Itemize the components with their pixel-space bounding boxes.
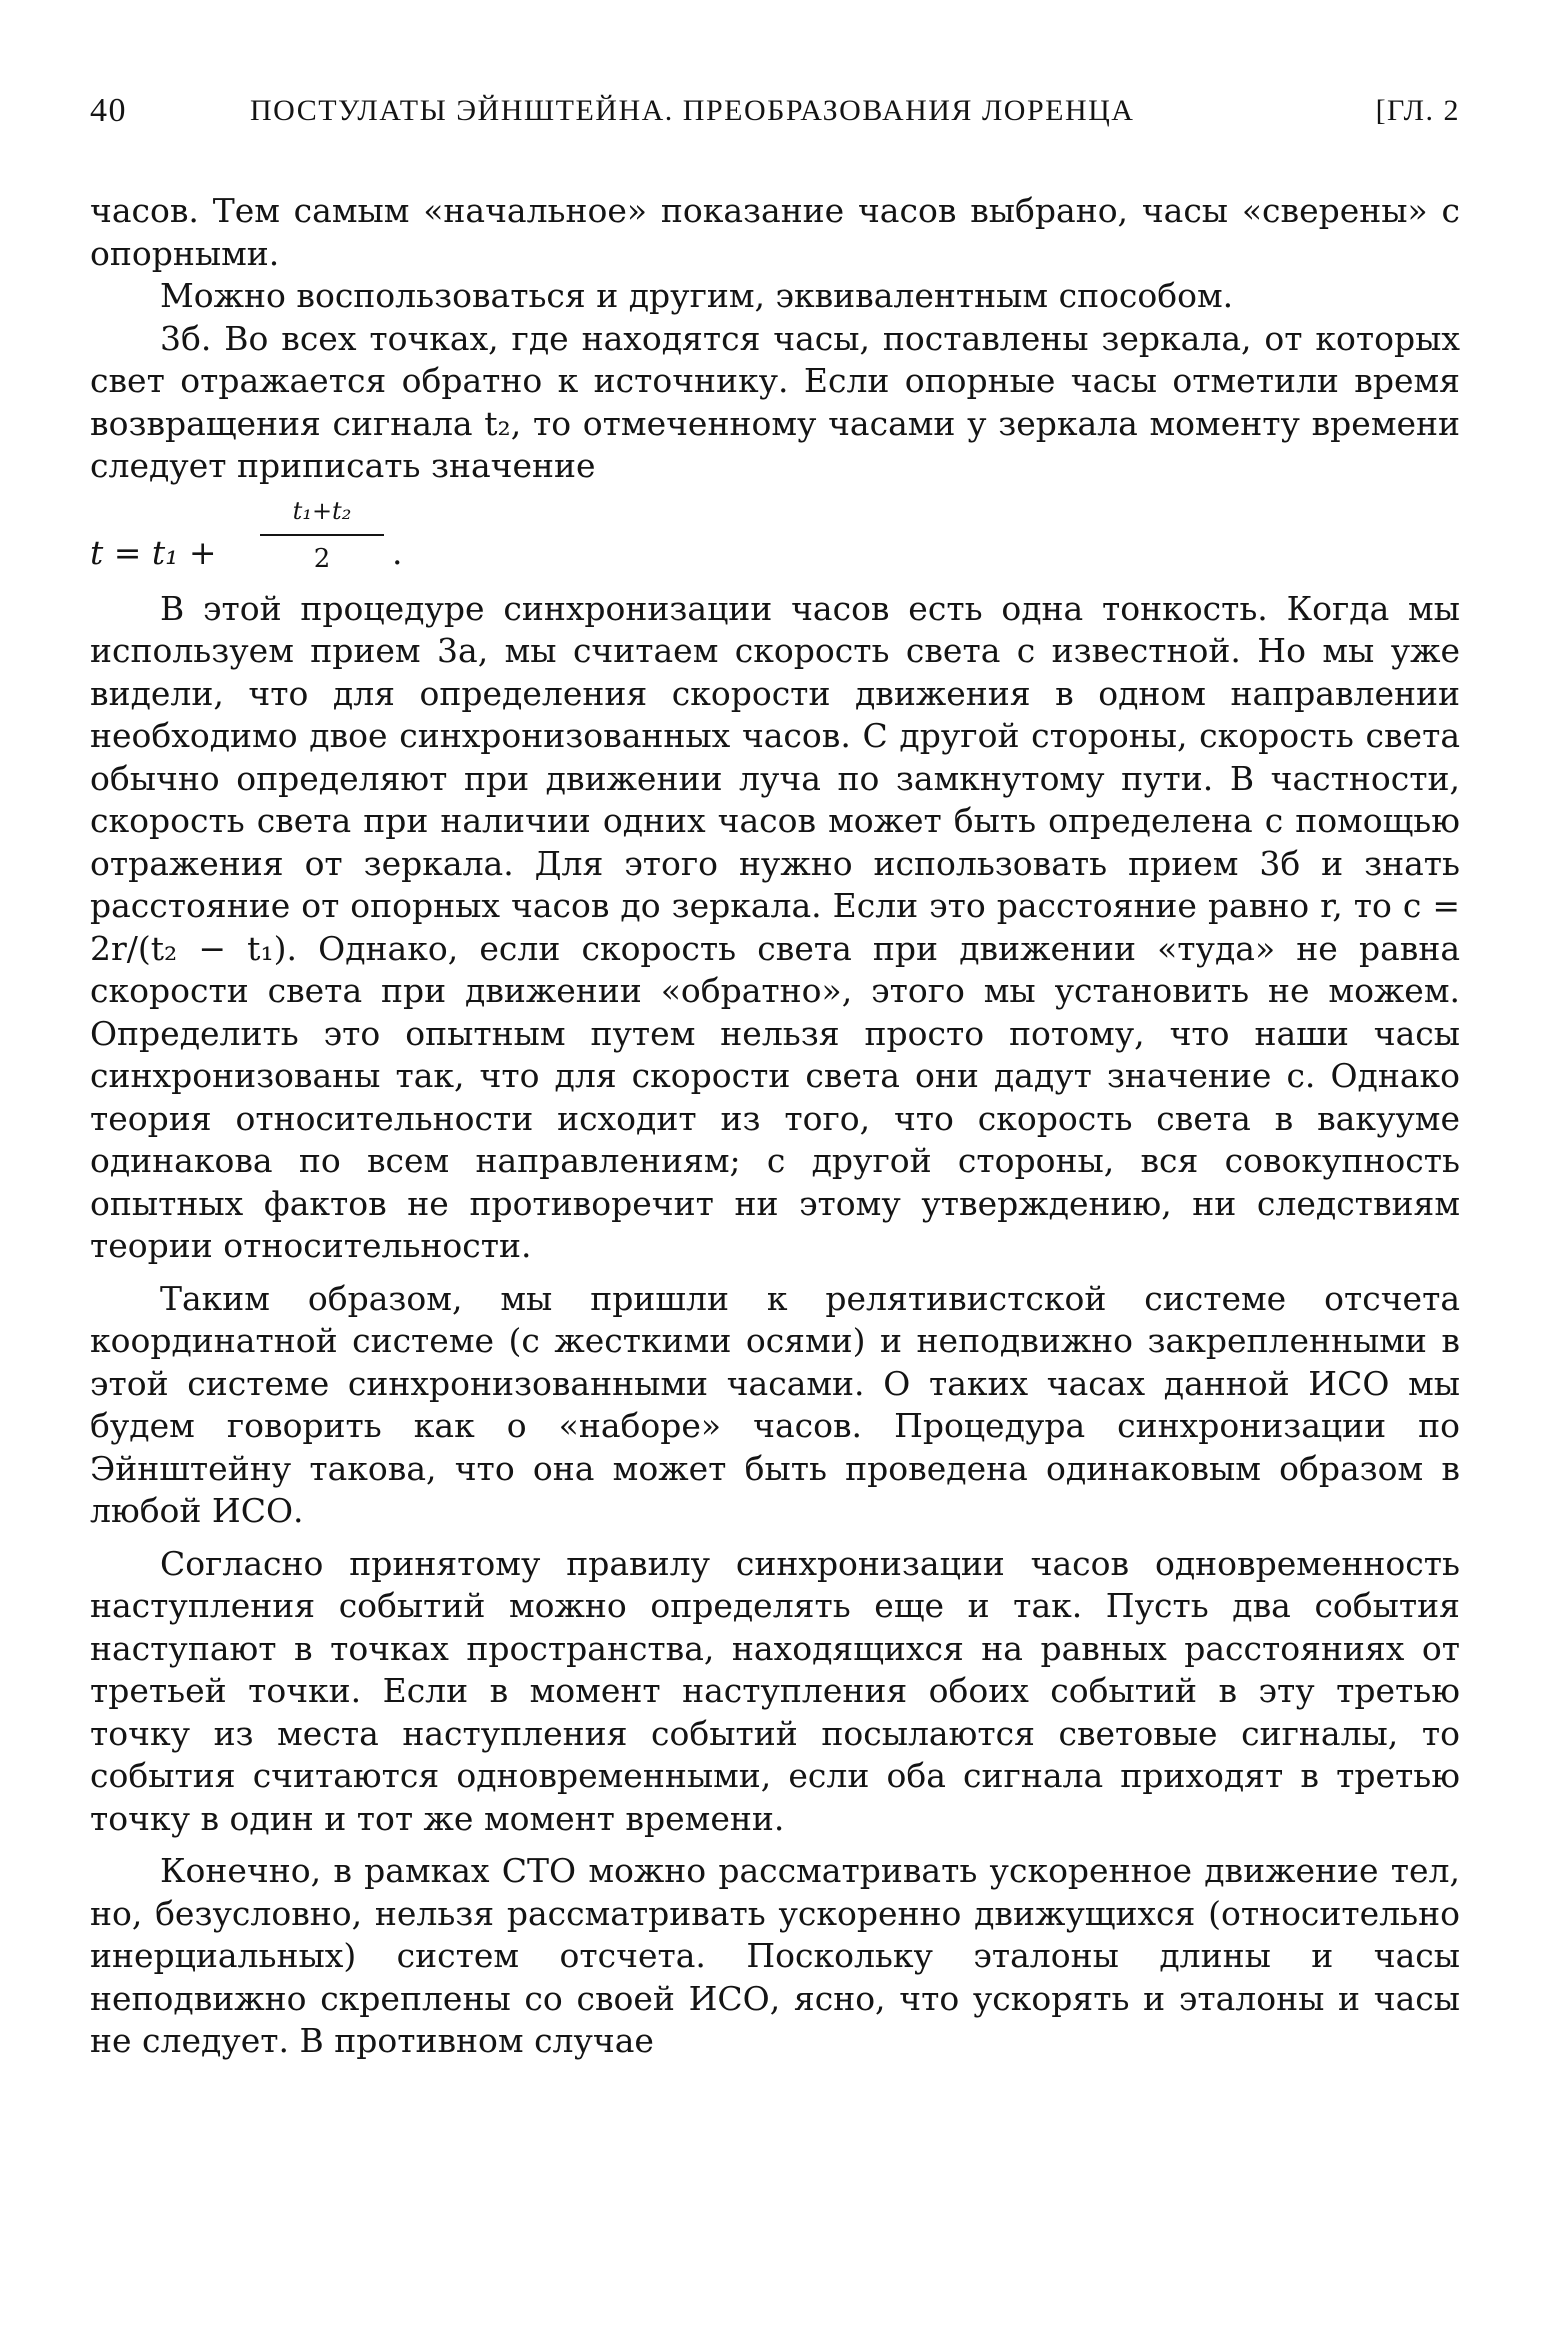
page-number: 40	[90, 92, 127, 129]
formula-denominator: 2	[313, 544, 331, 574]
formula-fraction	[260, 490, 384, 581]
running-title: ПОСТУЛАТЫ ЭЙНШТЕЙНА. ПРЕОБРАЗОВАНИЯ ЛОРЕНЦА	[250, 94, 1135, 127]
paragraph-5: Таким образом, мы пришли к релятивистской системе отсчета координатной системе (с жесткими осями) и неподвижно закрепленными в этой системе синхронизованными часами. О таких часах данной ИСО мы будем говорить как о «наборе» часов. Процедура синхронизации по Эйнштейну такова, что она может быть проведена одинаковым образом в любой ИСО.	[90, 1278, 1460, 1530]
paragraph-4: В этой процедуре синхронизации часов есть одна тонкость. Когда мы используем прием 3а, мы считаем скорость света c известной. Но мы уже видели, что для определения скорости движения в одном направлении необходимо двое синхронизованных часов. С другой стороны, скорость света обычно определяют при движении луча по замкнутому пути. В частности, скорость света при наличии одних часов может быть определена с помощью отражения от зеркала. Для этого нужно использовать прием 3б и знать расстояние от опорных часов до зеркала. Если это расстояние равно r, то c = 2r/(t₂ − t₁). Однако, если скорость света при движении «туда» не равна скорости света при движении «обратно», этого мы установить не можем. Определить это опытным путем нельзя просто потому, что наши часы синхронизованы так, что для скорости света они дадут значение c. Однако теория относительности исходит из того, что скорость света в вакууме одинакова по всем направлениям; с другой стороны, вся совокупность опытных фактов не противоречит ни этому утверждению, ни следствиям теории относительности.	[90, 588, 1460, 1265]
formula-end: .	[392, 532, 403, 572]
paragraph-6: Согласно принятому правилу синхронизации часов одновременность наступления событий можно определять еще и так. Пусть два события наступают в точках пространства, находящихся на равных расстояниях от третьей точки. Если в момент наступления обоих событий в эту третью точку из места наступления событий посылаются световые сигналы, то события считаются одновременными, если оба сигнала приходят в третью точку в один и тот же момент времени.	[90, 1543, 1460, 1838]
formula-lhs: t = t₁ +	[90, 532, 217, 572]
paragraph-7: Конечно, в рамках СТО можно рассматривать ускоренное движение тел, но, безусловно, нельзя рассматривать ускоренно движущихся (относительно инерциальных) систем отсчета. Поскольку эталоны длины и часы неподвижно скреплены со своей ИСО, ясно, что ускорять и эталоны и часы не следует. В противном случае	[90, 1851, 1460, 2060]
formula-numerator: t₁+t₂	[260, 490, 384, 537]
paragraph-3: 3б. Во всех точках, где находятся часы, поставлены зеркала, от которых свет отражается обратно к источнику. Если опорные часы отметили время возвращения сигнала t₂, то отмеченному часами у зеркала моменту времени следует приписать значение	[90, 318, 1460, 485]
paragraph-2: Можно воспользоваться и другим, эквивалентным способом.	[160, 276, 1234, 315]
body-text	[90, 190, 1460, 2063]
chapter-marker: [ГЛ. 2	[1375, 94, 1460, 127]
running-head	[90, 92, 1460, 138]
formula-t	[90, 488, 1460, 588]
paragraph-1: часов. Тем самым «начальное» показание часов выбрано, часы «сверены» с опорными.	[90, 191, 1460, 273]
book-page	[90, 92, 1460, 2063]
